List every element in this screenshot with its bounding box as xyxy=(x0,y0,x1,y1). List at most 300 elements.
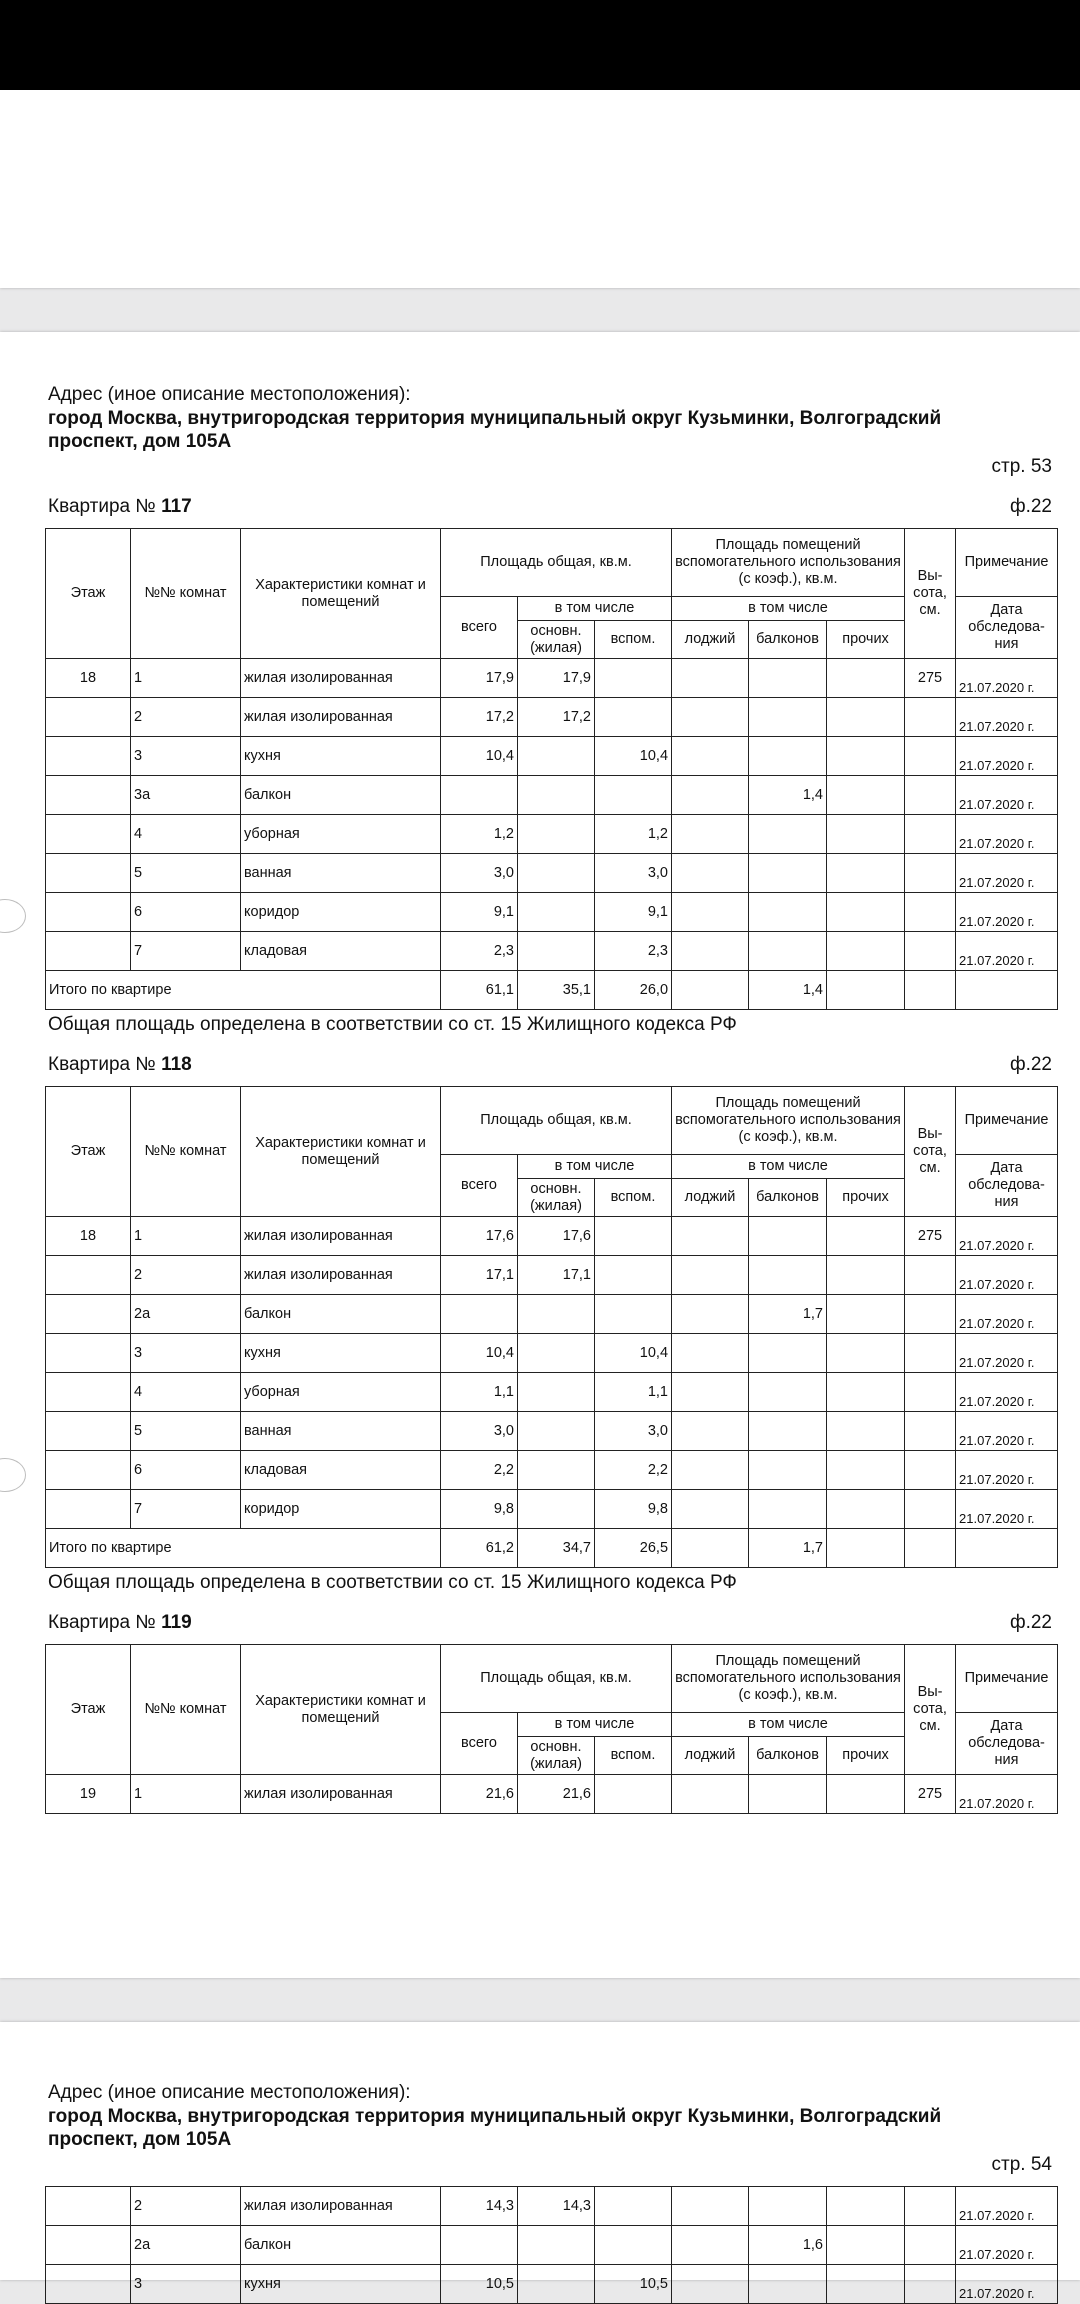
header-balconies: балконов xyxy=(749,1179,827,1217)
cell-height: 275 xyxy=(905,1775,956,1814)
cell-room: 4 xyxy=(131,1373,241,1412)
address-value: город Москва, внутригородская территория муниципальный округ Кузьминки, Волгоградский проспект, дом 105А xyxy=(48,408,942,452)
cell-other xyxy=(827,776,905,815)
table-row xyxy=(46,1373,1058,1412)
cell-other xyxy=(827,737,905,776)
cell-balcony: 1,7 xyxy=(749,1295,827,1334)
header-loggias: лоджий xyxy=(672,621,749,659)
cell-height xyxy=(905,2226,956,2265)
table-row xyxy=(46,1334,1058,1373)
cell-floor xyxy=(46,2187,131,2226)
cell-height xyxy=(905,815,956,854)
cell-height xyxy=(905,698,956,737)
cell-height xyxy=(905,2187,956,2226)
cell-other xyxy=(827,659,905,698)
form-code: ф.22 xyxy=(1009,1054,1052,1075)
header-incl: в том числе xyxy=(518,1155,672,1179)
cell-other xyxy=(827,698,905,737)
cell-survey-date: 21.07.2020 г. xyxy=(956,932,1058,971)
cell-survey-date: 21.07.2020 г. xyxy=(956,1373,1058,1412)
cell-name: жилая изолированная xyxy=(241,1775,441,1814)
cell-balcony xyxy=(749,1451,827,1490)
cell-balcony: 1,4 xyxy=(749,776,827,815)
header-main: основн. (жилая) xyxy=(518,621,595,659)
address-label: Адрес (иное описание местоположения): xyxy=(48,384,411,405)
cell-name: жилая изолированная xyxy=(241,2187,441,2226)
table-row xyxy=(46,893,1058,932)
cell-area-aux xyxy=(595,1217,672,1256)
header-floor: Этаж xyxy=(46,1645,131,1775)
header-aux: вспом. xyxy=(595,621,672,659)
cell-loggia xyxy=(672,2265,749,2304)
cell-area-total: 2,2 xyxy=(441,1451,518,1490)
cell-room: 1 xyxy=(131,1775,241,1814)
cell-survey-date: 21.07.2020 г. xyxy=(956,2265,1058,2304)
cell-floor xyxy=(46,737,131,776)
cell-room: 5 xyxy=(131,854,241,893)
cell-loggia xyxy=(672,1217,749,1256)
table-row xyxy=(46,854,1058,893)
header-area-total: Площадь общая, кв.м. xyxy=(441,529,672,597)
cell-area-total: 9,1 xyxy=(441,893,518,932)
table-row xyxy=(46,1490,1058,1529)
cell-name: жилая изолированная xyxy=(241,698,441,737)
cell-name: уборная xyxy=(241,1373,441,1412)
cell-floor xyxy=(46,893,131,932)
header-remark: Примечание xyxy=(956,1087,1058,1155)
form-code: ф.22 xyxy=(1009,496,1052,517)
cell-area-main xyxy=(518,2265,595,2304)
apartment-number: 118 xyxy=(161,1054,192,1075)
cell-area-total: 3,0 xyxy=(441,1412,518,1451)
cell-name: жилая изолированная xyxy=(241,1217,441,1256)
cell-area-aux xyxy=(595,1295,672,1334)
cell-loggia xyxy=(672,776,749,815)
cell-height xyxy=(905,854,956,893)
cell-other xyxy=(827,2265,905,2304)
header-survey-date: Дата обследова- ния xyxy=(956,597,1058,659)
cell-floor xyxy=(46,1412,131,1451)
header-area-total: Площадь общая, кв.м. xyxy=(441,1087,672,1155)
cell-loggia xyxy=(672,815,749,854)
cell-survey-date: 21.07.2020 г. xyxy=(956,1451,1058,1490)
cell-balcony: 1,4 xyxy=(749,971,827,1010)
header-balconies: балконов xyxy=(749,621,827,659)
header-remark: Примечание xyxy=(956,529,1058,597)
cell-loggia xyxy=(672,854,749,893)
cell-area-aux xyxy=(595,776,672,815)
cell-floor xyxy=(46,932,131,971)
cell-balcony xyxy=(749,1775,827,1814)
cell-floor xyxy=(46,698,131,737)
cell-name: балкон xyxy=(241,2226,441,2265)
cell-other xyxy=(827,932,905,971)
header-height: Вы- сота, см. xyxy=(905,1645,956,1775)
cell-balcony: 1,7 xyxy=(749,1529,827,1568)
cell-balcony xyxy=(749,893,827,932)
page-number: стр. 54 xyxy=(991,2154,1052,2175)
header-total: всего xyxy=(441,597,518,659)
cell-other xyxy=(827,1412,905,1451)
cell-area-aux: 10,4 xyxy=(595,737,672,776)
cell-name: кухня xyxy=(241,737,441,776)
cell-area-aux: 10,5 xyxy=(595,2265,672,2304)
cell-balcony xyxy=(749,1490,827,1529)
cell-loggia xyxy=(672,1529,749,1568)
cell-floor xyxy=(46,1490,131,1529)
table-row xyxy=(46,2226,1058,2265)
cell-room: 1 xyxy=(131,1217,241,1256)
cell-area-main: 17,1 xyxy=(518,1256,595,1295)
cell-balcony xyxy=(749,698,827,737)
cell-loggia xyxy=(672,698,749,737)
cell-area-total: 1,1 xyxy=(441,1373,518,1412)
cell-floor xyxy=(46,1451,131,1490)
cell-loggia xyxy=(672,1373,749,1412)
table-row xyxy=(46,776,1058,815)
cell-balcony xyxy=(749,1373,827,1412)
cell-name: коридор xyxy=(241,893,441,932)
address-label: Адрес (иное описание местоположения): xyxy=(48,2082,411,2103)
cell-name: кладовая xyxy=(241,932,441,971)
cell-survey-date xyxy=(956,971,1058,1010)
cell-name: кухня xyxy=(241,1334,441,1373)
cell-loggia xyxy=(672,1775,749,1814)
header-survey-date: Дата обследова- ния xyxy=(956,1713,1058,1775)
cell-area-aux xyxy=(595,1775,672,1814)
cell-room: 7 xyxy=(131,932,241,971)
cell-other xyxy=(827,971,905,1010)
cell-room: 5 xyxy=(131,1412,241,1451)
header-other: прочих xyxy=(827,1179,905,1217)
document-page-53 xyxy=(0,332,1080,1978)
top-status-bar xyxy=(0,0,1080,90)
table-row xyxy=(46,659,1058,698)
cell-name: жилая изолированная xyxy=(241,1256,441,1295)
cell-floor xyxy=(46,1373,131,1412)
header-height: Вы- сота, см. xyxy=(905,1087,956,1217)
cell-balcony xyxy=(749,2265,827,2304)
cell-balcony xyxy=(749,2187,827,2226)
cell-loggia xyxy=(672,2187,749,2226)
cell-loggia xyxy=(672,893,749,932)
form-code: ф.22 xyxy=(1009,1612,1052,1633)
cell-room: 2 xyxy=(131,698,241,737)
header-total: всего xyxy=(441,1155,518,1217)
header-rooms: №№ комнат xyxy=(131,1645,241,1775)
cell-survey-date: 21.07.2020 г. xyxy=(956,1217,1058,1256)
cell-loggia xyxy=(672,1412,749,1451)
cell-other xyxy=(827,1451,905,1490)
cell-name: коридор xyxy=(241,1490,441,1529)
cell-name: балкон xyxy=(241,1295,441,1334)
cell-balcony xyxy=(749,932,827,971)
cell-name: кладовая xyxy=(241,1451,441,1490)
cell-area-aux: 26,0 xyxy=(595,971,672,1010)
cell-loggia xyxy=(672,971,749,1010)
header-incl: в том числе xyxy=(672,597,905,621)
cell-area-total xyxy=(441,776,518,815)
total-label: Итого по квартире xyxy=(46,1529,441,1568)
cell-height xyxy=(905,2265,956,2304)
apartment-number: 117 xyxy=(161,496,192,517)
page-number: стр. 53 xyxy=(991,456,1052,477)
cell-area-aux: 9,8 xyxy=(595,1490,672,1529)
cell-area-aux xyxy=(595,2187,672,2226)
header-floor: Этаж xyxy=(46,1087,131,1217)
cell-survey-date: 21.07.2020 г. xyxy=(956,659,1058,698)
header-other: прочих xyxy=(827,621,905,659)
cell-room: 3 xyxy=(131,2265,241,2304)
header-height: Вы- сота, см. xyxy=(905,529,956,659)
table-row xyxy=(46,737,1058,776)
cell-area-total: 9,8 xyxy=(441,1490,518,1529)
cell-height xyxy=(905,1256,956,1295)
cell-area-main xyxy=(518,1334,595,1373)
apartment-table xyxy=(45,1086,1058,1568)
header-balconies: балконов xyxy=(749,1737,827,1775)
apartment-number: 119 xyxy=(161,1612,192,1633)
cell-area-main: 17,6 xyxy=(518,1217,595,1256)
cell-area-total: 10,4 xyxy=(441,737,518,776)
cell-name: кухня xyxy=(241,2265,441,2304)
table-row xyxy=(46,1256,1058,1295)
cell-height xyxy=(905,893,956,932)
apartment-title: Квартира № 118 xyxy=(48,1054,192,1075)
cell-area-total: 10,4 xyxy=(441,1334,518,1373)
cell-name: жилая изолированная xyxy=(241,659,441,698)
cell-other xyxy=(827,1529,905,1568)
table-row xyxy=(46,1775,1058,1814)
cell-room: 6 xyxy=(131,1451,241,1490)
header-rooms: №№ комнат xyxy=(131,1087,241,1217)
cell-area-main: 14,3 xyxy=(518,2187,595,2226)
cell-other xyxy=(827,893,905,932)
cell-balcony xyxy=(749,1217,827,1256)
cell-room: 2а xyxy=(131,2226,241,2265)
header-main: основн. (жилая) xyxy=(518,1737,595,1775)
table-row xyxy=(46,698,1058,737)
cell-height xyxy=(905,1490,956,1529)
cell-survey-date: 21.07.2020 г. xyxy=(956,854,1058,893)
cell-survey-date: 21.07.2020 г. xyxy=(956,1295,1058,1334)
cell-area-main xyxy=(518,1451,595,1490)
table-row xyxy=(46,1217,1058,1256)
cell-survey-date: 21.07.2020 г. xyxy=(956,1412,1058,1451)
header-other: прочих xyxy=(827,1737,905,1775)
header-incl: в том числе xyxy=(672,1713,905,1737)
cell-area-main xyxy=(518,815,595,854)
cell-other xyxy=(827,1775,905,1814)
header-aux-area: Площадь помещений вспомогательного использования (с коэф.), кв.м. xyxy=(672,529,905,597)
cell-other xyxy=(827,1490,905,1529)
cell-area-main xyxy=(518,932,595,971)
cell-name: уборная xyxy=(241,815,441,854)
cell-area-main xyxy=(518,737,595,776)
cell-height: 275 xyxy=(905,659,956,698)
cell-other xyxy=(827,1295,905,1334)
cell-floor xyxy=(46,2226,131,2265)
cell-loggia xyxy=(672,932,749,971)
cell-other xyxy=(827,2226,905,2265)
table-row xyxy=(46,815,1058,854)
cell-loggia xyxy=(672,737,749,776)
header-main: основн. (жилая) xyxy=(518,1179,595,1217)
header-aux-area: Площадь помещений вспомогательного использования (с коэф.), кв.м. xyxy=(672,1645,905,1713)
header-characteristics: Характеристики комнат и помещений xyxy=(241,529,441,659)
cell-loggia xyxy=(672,659,749,698)
cell-loggia xyxy=(672,1256,749,1295)
cell-room: 3а xyxy=(131,776,241,815)
cell-area-aux: 26,5 xyxy=(595,1529,672,1568)
cell-area-aux: 2,2 xyxy=(595,1451,672,1490)
cell-room: 2 xyxy=(131,1256,241,1295)
cell-other xyxy=(827,854,905,893)
cell-height xyxy=(905,1295,956,1334)
header-rooms: №№ комнат xyxy=(131,529,241,659)
cell-area-total: 21,6 xyxy=(441,1775,518,1814)
total-label: Итого по квартире xyxy=(46,971,441,1010)
cell-floor xyxy=(46,854,131,893)
cell-area-aux: 10,4 xyxy=(595,1334,672,1373)
table-row xyxy=(46,932,1058,971)
cell-area-aux xyxy=(595,1256,672,1295)
cell-loggia xyxy=(672,1451,749,1490)
cell-area-aux xyxy=(595,698,672,737)
cell-balcony xyxy=(749,659,827,698)
cell-height xyxy=(905,776,956,815)
cell-area-total: 61,1 xyxy=(441,971,518,1010)
header-aux: вспом. xyxy=(595,1737,672,1775)
total-row xyxy=(46,971,1058,1010)
cell-room: 7 xyxy=(131,1490,241,1529)
header-incl: в том числе xyxy=(518,1713,672,1737)
cell-area-main xyxy=(518,1295,595,1334)
cell-area-main xyxy=(518,854,595,893)
header-loggias: лоджий xyxy=(672,1179,749,1217)
cell-area-main xyxy=(518,1490,595,1529)
cell-name: ванная xyxy=(241,854,441,893)
header-characteristics: Характеристики комнат и помещений xyxy=(241,1087,441,1217)
cell-area-main: 34,7 xyxy=(518,1529,595,1568)
table-row xyxy=(46,1412,1058,1451)
page-scroll-handle[interactable] xyxy=(0,1458,26,1492)
cell-balcony: 1,6 xyxy=(749,2226,827,2265)
cell-name: балкон xyxy=(241,776,441,815)
cell-floor: 18 xyxy=(46,1217,131,1256)
cell-area-total: 17,2 xyxy=(441,698,518,737)
header-remark: Примечание xyxy=(956,1645,1058,1713)
cell-area-total: 1,2 xyxy=(441,815,518,854)
cell-floor: 19 xyxy=(46,1775,131,1814)
cell-area-aux: 1,1 xyxy=(595,1373,672,1412)
cell-survey-date: 21.07.2020 г. xyxy=(956,893,1058,932)
cell-loggia xyxy=(672,2226,749,2265)
cell-survey-date: 21.07.2020 г. xyxy=(956,1334,1058,1373)
cell-area-aux: 1,2 xyxy=(595,815,672,854)
cell-loggia xyxy=(672,1334,749,1373)
cell-other xyxy=(827,815,905,854)
cell-area-total: 17,9 xyxy=(441,659,518,698)
cell-floor xyxy=(46,1295,131,1334)
cell-room: 6 xyxy=(131,893,241,932)
header-loggias: лоджий xyxy=(672,1737,749,1775)
area-note: Общая площадь определена в соответствии со ст. 15 Жилищного кодекса РФ xyxy=(48,1572,737,1593)
cell-area-main xyxy=(518,2226,595,2265)
total-row xyxy=(46,1529,1058,1568)
apartment-table xyxy=(45,1644,1058,1814)
cell-other xyxy=(827,1373,905,1412)
cell-survey-date: 21.07.2020 г. xyxy=(956,1256,1058,1295)
cell-room: 2а xyxy=(131,1295,241,1334)
cell-floor: 18 xyxy=(46,659,131,698)
address-value: город Москва, внутригородская территория муниципальный округ Кузьминки, Волгоградский проспект, дом 105А xyxy=(48,2106,942,2150)
cell-other xyxy=(827,1334,905,1373)
cell-area-total: 3,0 xyxy=(441,854,518,893)
cell-area-total xyxy=(441,2226,518,2265)
header-area-total: Площадь общая, кв.м. xyxy=(441,1645,672,1713)
cell-survey-date: 21.07.2020 г. xyxy=(956,1490,1058,1529)
cell-survey-date: 21.07.2020 г. xyxy=(956,2226,1058,2265)
cell-area-aux: 9,1 xyxy=(595,893,672,932)
cell-survey-date xyxy=(956,1529,1058,1568)
cell-area-main: 17,9 xyxy=(518,659,595,698)
cell-area-total: 17,1 xyxy=(441,1256,518,1295)
cell-loggia xyxy=(672,1490,749,1529)
area-note: Общая площадь определена в соответствии со ст. 15 Жилищного кодекса РФ xyxy=(48,1014,737,1035)
cell-survey-date: 21.07.2020 г. xyxy=(956,737,1058,776)
cell-area-aux: 3,0 xyxy=(595,1412,672,1451)
cell-area-total: 61,2 xyxy=(441,1529,518,1568)
cell-height xyxy=(905,1412,956,1451)
document-page-54 xyxy=(0,2022,1080,2301)
cell-name: ванная xyxy=(241,1412,441,1451)
cell-area-main xyxy=(518,893,595,932)
header-characteristics: Характеристики комнат и помещений xyxy=(241,1645,441,1775)
cell-area-aux xyxy=(595,2226,672,2265)
cell-area-total: 17,6 xyxy=(441,1217,518,1256)
cell-other xyxy=(827,2187,905,2226)
cell-area-total: 2,3 xyxy=(441,932,518,971)
header-incl: в том числе xyxy=(672,1155,905,1179)
cell-area-aux xyxy=(595,659,672,698)
header-incl: в том числе xyxy=(518,597,672,621)
cell-area-main: 35,1 xyxy=(518,971,595,1010)
cell-balcony xyxy=(749,1256,827,1295)
apartment-table xyxy=(45,528,1058,1010)
page-scroll-handle[interactable] xyxy=(0,899,26,933)
cell-room: 2 xyxy=(131,2187,241,2226)
header-aux: вспом. xyxy=(595,1179,672,1217)
cell-room: 4 xyxy=(131,815,241,854)
cell-area-main: 21,6 xyxy=(518,1775,595,1814)
cell-balcony xyxy=(749,815,827,854)
cell-floor xyxy=(46,2265,131,2304)
header-total: всего xyxy=(441,1713,518,1775)
cell-area-main: 17,2 xyxy=(518,698,595,737)
cell-balcony xyxy=(749,1412,827,1451)
cell-area-main xyxy=(518,776,595,815)
cell-floor xyxy=(46,815,131,854)
cell-other xyxy=(827,1256,905,1295)
cell-floor xyxy=(46,776,131,815)
cell-height xyxy=(905,932,956,971)
cell-loggia xyxy=(672,1295,749,1334)
cell-area-total: 10,5 xyxy=(441,2265,518,2304)
cell-survey-date: 21.07.2020 г. xyxy=(956,1775,1058,1814)
cell-survey-date: 21.07.2020 г. xyxy=(956,698,1058,737)
cell-other xyxy=(827,1217,905,1256)
